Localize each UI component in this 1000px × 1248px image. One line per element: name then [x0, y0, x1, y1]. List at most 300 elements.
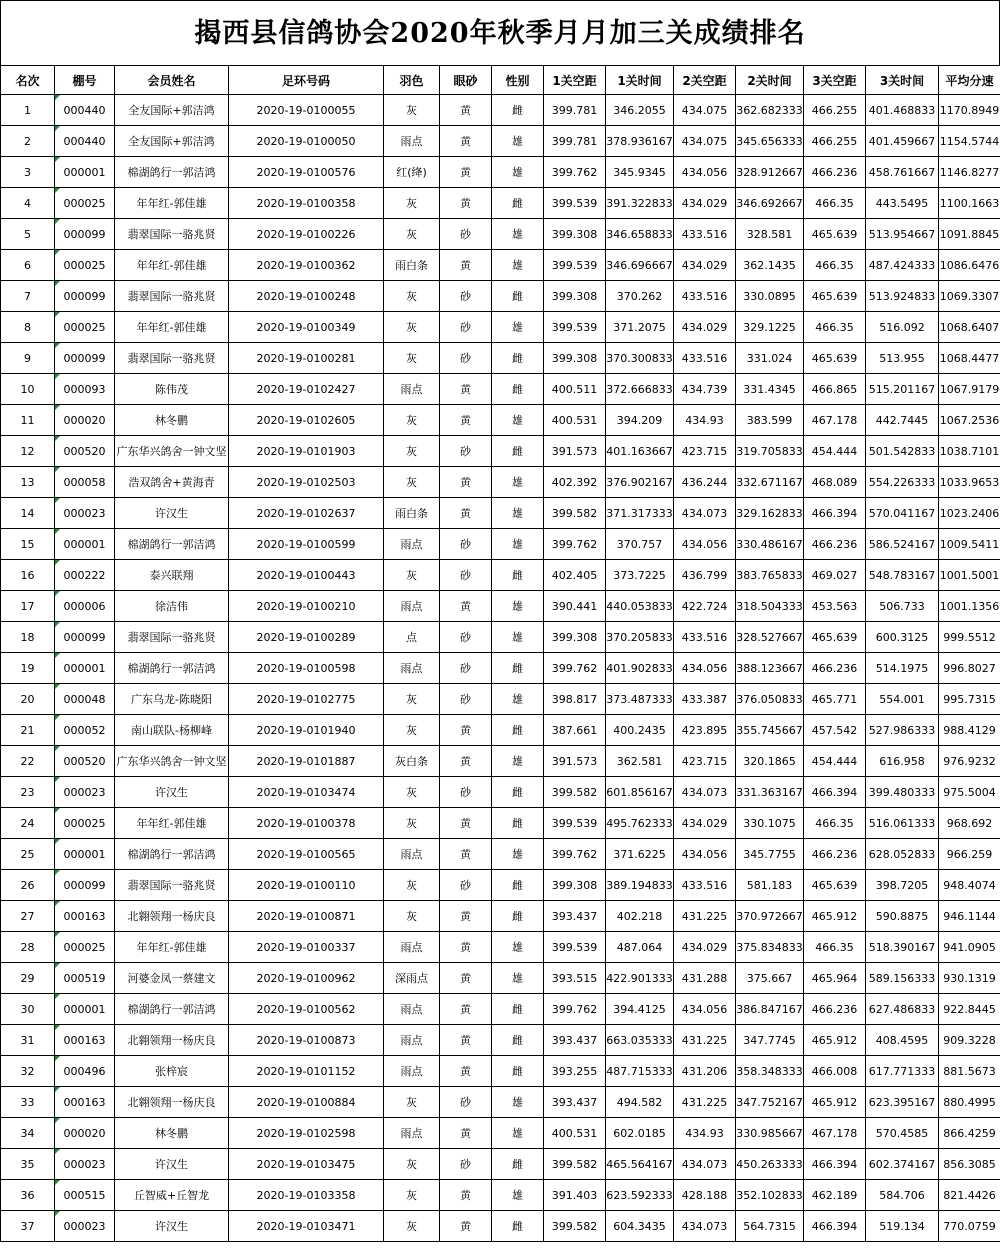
ring-number-cell: 2020-19-0100884: [229, 1087, 384, 1118]
sex-cell: 雄: [492, 746, 544, 777]
member-name-cell: 丘智威+丘智龙: [115, 1180, 229, 1211]
eye-color-cell: 黄: [440, 591, 492, 622]
eye-color-cell: 砂: [440, 343, 492, 374]
eye-color-header: 眼砂: [440, 66, 492, 95]
average-speed-cell: 941.0905: [939, 932, 1000, 963]
stage3-distance-cell: 466.008: [804, 1056, 866, 1087]
rank-cell: 28: [1, 932, 55, 963]
sex-cell: 雄: [492, 591, 544, 622]
sex-cell: 雌: [492, 436, 544, 467]
stage3-time-cell: 518.390167: [866, 932, 939, 963]
stage3-distance-cell: 466.236: [804, 653, 866, 684]
stage1-distance-cell: 399.762: [544, 653, 606, 684]
stage2-time-cell: 328.912667: [736, 157, 804, 188]
feather-color-cell: 雨点: [384, 591, 440, 622]
stage2-distance-cell: 433.516: [674, 870, 736, 901]
table-row: [1, 777, 1000, 808]
member-name-cell: 许汉生: [115, 1149, 229, 1180]
pen-no-cell: 000020: [55, 1118, 115, 1149]
stage1-distance-cell: 400.531: [544, 1118, 606, 1149]
stage3-time-cell: 548.783167: [866, 560, 939, 591]
member-name-cell: 泰兴联翔: [115, 560, 229, 591]
average-speed-cell: 930.1319: [939, 963, 1000, 994]
feather-color-cell: 灰: [384, 188, 440, 219]
stage3-time-cell: 616.958: [866, 746, 939, 777]
average-speed-cell: 770.0759: [939, 1211, 1000, 1242]
stage2-distance-cell: 434.029: [674, 188, 736, 219]
eye-color-cell: 黄: [440, 901, 492, 932]
eye-color-cell: 砂: [440, 281, 492, 312]
ring-number-cell: 2020-19-0102427: [229, 374, 384, 405]
member-name-cell: 徐洁伟: [115, 591, 229, 622]
stage1-time-cell: 376.902167: [606, 467, 674, 498]
table-row: [1, 963, 1000, 994]
stage3-time-cell: 399.480333: [866, 777, 939, 808]
stage3-distance-cell: 465.639: [804, 281, 866, 312]
stage1-distance-cell: 399.539: [544, 808, 606, 839]
average-speed-cell: 856.3085: [939, 1149, 1000, 1180]
average-speed-cell: 1091.8845: [939, 219, 1000, 250]
stage3-time-cell: 554.001: [866, 684, 939, 715]
stage1-time-cell: 370.205833: [606, 622, 674, 653]
pen-no-cell: 000520: [55, 746, 115, 777]
stage3-time-cell: 527.986333: [866, 715, 939, 746]
feather-color-cell: 灰: [384, 901, 440, 932]
ring-number-cell: 2020-19-0100289: [229, 622, 384, 653]
stage1-time-cell: 604.3435: [606, 1211, 674, 1242]
table-body: [1, 95, 1000, 1242]
ring-number-cell: 2020-19-0100598: [229, 653, 384, 684]
member-name-cell: 翡翠国际一骆兆贤: [115, 343, 229, 374]
eye-color-cell: 黄: [440, 1025, 492, 1056]
rank-cell: 37: [1, 1211, 55, 1242]
stage3-time-cell: 570.041167: [866, 498, 939, 529]
ring-number-cell: 2020-19-0103474: [229, 777, 384, 808]
stage2-distance-cell: 431.225: [674, 901, 736, 932]
stage1-distance-cell: 399.582: [544, 777, 606, 808]
stage2-time-cell: 358.348333: [736, 1056, 804, 1087]
sex-cell: 雄: [492, 498, 544, 529]
ring-number-cell: 2020-19-0100248: [229, 281, 384, 312]
stage2-distance-cell: 433.516: [674, 281, 736, 312]
stage3-distance-cell: 465.912: [804, 901, 866, 932]
stage3-distance-cell: 466.394: [804, 1149, 866, 1180]
average-speed-cell: 1001.1356: [939, 591, 1000, 622]
pen-no-cell: 000001: [55, 839, 115, 870]
stage2-distance-cell: 434.075: [674, 95, 736, 126]
ring-number-cell: 2020-19-0100378: [229, 808, 384, 839]
rank-cell: 18: [1, 622, 55, 653]
sex-cell: 雄: [492, 1118, 544, 1149]
table-row: [1, 622, 1000, 653]
stage2-distance-cell: 423.895: [674, 715, 736, 746]
stage2-time-cell: 388.123667: [736, 653, 804, 684]
sex-cell: 雌: [492, 188, 544, 219]
rank-cell: 34: [1, 1118, 55, 1149]
stage2-time-cell: 450.263333: [736, 1149, 804, 1180]
eye-color-cell: 黄: [440, 715, 492, 746]
stage1-time-cell: 400.2435: [606, 715, 674, 746]
eye-color-cell: 黄: [440, 1118, 492, 1149]
stage1-distance-cell: 400.511: [544, 374, 606, 405]
stage3-time-header: 3关时间: [866, 66, 939, 95]
sex-cell: 雄: [492, 963, 544, 994]
ring-number-cell: 2020-19-0100873: [229, 1025, 384, 1056]
stage1-time-cell: 623.592333: [606, 1180, 674, 1211]
stage3-time-cell: 628.052833: [866, 839, 939, 870]
member-name-cell: 棉湖鸽行一郭洁鸿: [115, 839, 229, 870]
sex-cell: 雄: [492, 312, 544, 343]
stage2-distance-cell: 434.073: [674, 498, 736, 529]
eye-color-cell: 黄: [440, 808, 492, 839]
stage2-distance-cell: 434.056: [674, 839, 736, 870]
stage3-time-cell: 589.156333: [866, 963, 939, 994]
rank-cell: 5: [1, 219, 55, 250]
stage1-distance-header: 1关空距: [544, 66, 606, 95]
member-name-cell: 翡翠国际一骆兆贤: [115, 219, 229, 250]
member-name-cell: 年年红-郭佳雄: [115, 312, 229, 343]
stage3-distance-cell: 466.236: [804, 839, 866, 870]
stage1-time-cell: 346.2055: [606, 95, 674, 126]
stage1-distance-cell: 399.582: [544, 1149, 606, 1180]
rank-cell: 24: [1, 808, 55, 839]
stage2-time-cell: 564.7315: [736, 1211, 804, 1242]
member-name-cell: 许汉生: [115, 1211, 229, 1242]
sex-cell: 雌: [492, 653, 544, 684]
average-speed-cell: 1170.8949: [939, 95, 1000, 126]
pen-no-cell: 000163: [55, 901, 115, 932]
eye-color-cell: 黄: [440, 839, 492, 870]
feather-color-cell: 灰白条: [384, 746, 440, 777]
average-speed-cell: 1154.5744: [939, 126, 1000, 157]
rank-header: 名次: [1, 66, 55, 95]
rank-cell: 35: [1, 1149, 55, 1180]
feather-color-cell: 雨点: [384, 529, 440, 560]
pen-no-cell: 000520: [55, 436, 115, 467]
stage1-distance-cell: 399.539: [544, 932, 606, 963]
table-row: [1, 1025, 1000, 1056]
pen-no-cell: 000025: [55, 312, 115, 343]
stage2-distance-cell: 434.073: [674, 1149, 736, 1180]
stage3-distance-cell: 466.236: [804, 157, 866, 188]
eye-color-cell: 砂: [440, 312, 492, 343]
stage1-time-cell: 389.194833: [606, 870, 674, 901]
stage1-time-cell: 373.487333: [606, 684, 674, 715]
ring-number-cell: 2020-19-0101887: [229, 746, 384, 777]
rank-cell: 22: [1, 746, 55, 777]
member-name-cell: 北翱领翔一杨庆良: [115, 901, 229, 932]
sex-cell: 雌: [492, 1025, 544, 1056]
member-name-cell: 广东乌龙-陈晓阳: [115, 684, 229, 715]
stage1-time-cell: 401.902833: [606, 653, 674, 684]
ring-number-cell: 2020-19-0100349: [229, 312, 384, 343]
stage1-distance-cell: 393.437: [544, 901, 606, 932]
eye-color-cell: 黄: [440, 405, 492, 436]
eye-color-cell: 黄: [440, 250, 492, 281]
stage3-time-cell: 487.424333: [866, 250, 939, 281]
stage3-time-cell: 516.061333: [866, 808, 939, 839]
table-row: [1, 746, 1000, 777]
feather-color-cell: 灰: [384, 1149, 440, 1180]
rank-cell: 12: [1, 436, 55, 467]
ring-number-header: 足环号码: [229, 66, 384, 95]
average-speed-cell: 1068.4477: [939, 343, 1000, 374]
stage1-time-cell: 487.064: [606, 932, 674, 963]
member-name-cell: 浩双鸽舍+黄海青: [115, 467, 229, 498]
stage2-time-cell: 347.7745: [736, 1025, 804, 1056]
feather-color-cell: 雨点: [384, 126, 440, 157]
stage1-distance-cell: 399.582: [544, 1211, 606, 1242]
eye-color-cell: 黄: [440, 126, 492, 157]
header-row: [1, 66, 1000, 95]
stage2-distance-cell: 433.516: [674, 219, 736, 250]
ring-number-cell: 2020-19-0100362: [229, 250, 384, 281]
table-row: [1, 684, 1000, 715]
table-row: [1, 653, 1000, 684]
rank-cell: 19: [1, 653, 55, 684]
table-row: [1, 188, 1000, 219]
table-row: [1, 1087, 1000, 1118]
stage1-distance-cell: 399.539: [544, 312, 606, 343]
stage2-time-cell: 346.692667: [736, 188, 804, 219]
stage3-time-cell: 513.924833: [866, 281, 939, 312]
stage2-time-cell: 328.527667: [736, 622, 804, 653]
stage1-distance-cell: 391.573: [544, 746, 606, 777]
stage2-time-cell: 347.752167: [736, 1087, 804, 1118]
ring-number-cell: 2020-19-0102503: [229, 467, 384, 498]
member-name-cell: 广东华兴鸽舍一钟文坚: [115, 746, 229, 777]
feather-color-cell: 灰: [384, 281, 440, 312]
feather-color-cell: 深雨点: [384, 963, 440, 994]
stage2-distance-cell: 434.056: [674, 157, 736, 188]
table-row: [1, 219, 1000, 250]
stage3-distance-cell: 466.35: [804, 932, 866, 963]
stage2-time-cell: 355.745667: [736, 715, 804, 746]
stage2-time-cell: 330.486167: [736, 529, 804, 560]
stage2-time-cell: 362.682333: [736, 95, 804, 126]
table-row: [1, 126, 1000, 157]
table-row: [1, 312, 1000, 343]
stage2-distance-cell: 434.073: [674, 1211, 736, 1242]
average-speed-cell: 1146.8277: [939, 157, 1000, 188]
stage2-time-cell: 320.1865: [736, 746, 804, 777]
pen-no-cell: 000025: [55, 188, 115, 219]
eye-color-cell: 砂: [440, 622, 492, 653]
sex-cell: 雄: [492, 1180, 544, 1211]
stage2-time-cell: 331.363167: [736, 777, 804, 808]
feather-color-cell: 雨白条: [384, 250, 440, 281]
pen-no-cell: 000163: [55, 1087, 115, 1118]
average-speed-cell: 922.8445: [939, 994, 1000, 1025]
stage3-time-cell: 514.1975: [866, 653, 939, 684]
stage3-distance-cell: 465.639: [804, 219, 866, 250]
stage2-distance-cell: 434.93: [674, 405, 736, 436]
table-row: [1, 994, 1000, 1025]
stage2-distance-cell: 436.799: [674, 560, 736, 591]
sex-cell: 雄: [492, 219, 544, 250]
feather-color-cell: 灰: [384, 343, 440, 374]
average-speed-cell: 988.4129: [939, 715, 1000, 746]
average-speed-cell: 1067.9179: [939, 374, 1000, 405]
stage2-time-cell: 386.847167: [736, 994, 804, 1025]
eye-color-cell: 黄: [440, 963, 492, 994]
stage3-time-cell: 586.524167: [866, 529, 939, 560]
rank-cell: 21: [1, 715, 55, 746]
average-speed-cell: 1033.9653: [939, 467, 1000, 498]
ring-number-cell: 2020-19-0100565: [229, 839, 384, 870]
average-speed-cell: 948.4074: [939, 870, 1000, 901]
table-row: [1, 281, 1000, 312]
stage3-distance-cell: 466.255: [804, 126, 866, 157]
member-name-cell: 翡翠国际一骆兆贤: [115, 870, 229, 901]
table-row: [1, 467, 1000, 498]
sex-header: 性别: [492, 66, 544, 95]
stage1-distance-cell: 399.582: [544, 498, 606, 529]
average-speed-cell: 1001.5001: [939, 560, 1000, 591]
eye-color-cell: 黄: [440, 932, 492, 963]
stage2-time-cell: 383.599: [736, 405, 804, 436]
stage3-time-cell: 554.226333: [866, 467, 939, 498]
pen-no-cell: 000440: [55, 126, 115, 157]
stage1-distance-cell: 399.781: [544, 95, 606, 126]
stage1-time-cell: 394.209: [606, 405, 674, 436]
stage2-time-cell: 330.0895: [736, 281, 804, 312]
table-row: [1, 343, 1000, 374]
stage3-distance-cell: 454.444: [804, 746, 866, 777]
eye-color-cell: 砂: [440, 870, 492, 901]
sex-cell: 雌: [492, 1149, 544, 1180]
table-row: [1, 560, 1000, 591]
stage3-time-cell: 443.5495: [866, 188, 939, 219]
sex-cell: 雌: [492, 901, 544, 932]
table-row: [1, 1056, 1000, 1087]
stage3-time-cell: 401.468833: [866, 95, 939, 126]
eye-color-cell: 黄: [440, 1180, 492, 1211]
rank-cell: 13: [1, 467, 55, 498]
member-name-cell: 翡翠国际一骆兆贤: [115, 622, 229, 653]
table-row: [1, 901, 1000, 932]
member-name-cell: 翡翠国际一骆兆贤: [115, 281, 229, 312]
rank-cell: 8: [1, 312, 55, 343]
stage1-time-cell: 440.053833: [606, 591, 674, 622]
stage2-time-cell: 376.050833: [736, 684, 804, 715]
stage1-distance-cell: 399.762: [544, 839, 606, 870]
pen-no-cell: 000058: [55, 467, 115, 498]
rank-cell: 7: [1, 281, 55, 312]
feather-color-cell: 雨点: [384, 653, 440, 684]
ring-number-cell: 2020-19-0103471: [229, 1211, 384, 1242]
pen-no-cell: 000163: [55, 1025, 115, 1056]
eye-color-cell: 黄: [440, 374, 492, 405]
stage1-time-cell: 346.696667: [606, 250, 674, 281]
stage1-distance-cell: 399.781: [544, 126, 606, 157]
pen-no-cell: 000023: [55, 1149, 115, 1180]
stage1-time-cell: 487.715333: [606, 1056, 674, 1087]
feather-color-cell: 雨点: [384, 1025, 440, 1056]
stage1-distance-cell: 387.661: [544, 715, 606, 746]
average-speed-cell: 975.5004: [939, 777, 1000, 808]
member-name-cell: 林冬鹏: [115, 1118, 229, 1149]
member-name-cell: 年年红-郭佳雄: [115, 250, 229, 281]
member-name-cell: 张梓宸: [115, 1056, 229, 1087]
feather-color-cell: 灰: [384, 95, 440, 126]
stage2-time-cell: 329.1225: [736, 312, 804, 343]
stage2-distance-cell: 431.225: [674, 1025, 736, 1056]
average-speed-cell: 966.259: [939, 839, 1000, 870]
stage3-time-cell: 570.4585: [866, 1118, 939, 1149]
ring-number-cell: 2020-19-0100871: [229, 901, 384, 932]
stage2-time-cell: 581.183: [736, 870, 804, 901]
table-row: [1, 436, 1000, 467]
ring-number-cell: 2020-19-0100337: [229, 932, 384, 963]
sex-cell: 雄: [492, 157, 544, 188]
feather-color-cell: 灰: [384, 1087, 440, 1118]
stage2-time-cell: 332.671167: [736, 467, 804, 498]
rank-cell: 10: [1, 374, 55, 405]
stage3-time-cell: 401.459667: [866, 126, 939, 157]
stage2-distance-cell: 422.724: [674, 591, 736, 622]
stage2-distance-cell: 431.288: [674, 963, 736, 994]
stage3-time-cell: 458.761667: [866, 157, 939, 188]
pen-no-cell: 000025: [55, 250, 115, 281]
stage2-time-cell: 318.504333: [736, 591, 804, 622]
stage1-time-cell: 345.9345: [606, 157, 674, 188]
ring-number-cell: 2020-19-0100281: [229, 343, 384, 374]
eye-color-cell: 黄: [440, 467, 492, 498]
average-speed-cell: 968.692: [939, 808, 1000, 839]
stage3-distance-cell: 466.865: [804, 374, 866, 405]
table-row: [1, 932, 1000, 963]
stage3-distance-cell: 467.178: [804, 405, 866, 436]
feather-color-cell: 灰: [384, 870, 440, 901]
eye-color-cell: 黄: [440, 188, 492, 219]
table-row: [1, 715, 1000, 746]
feather-color-cell: 灰: [384, 684, 440, 715]
stage1-time-cell: 602.0185: [606, 1118, 674, 1149]
stage3-distance-cell: 465.912: [804, 1025, 866, 1056]
ring-number-cell: 2020-19-0101152: [229, 1056, 384, 1087]
table-row: [1, 870, 1000, 901]
stage2-time-cell: 331.024: [736, 343, 804, 374]
stage3-distance-cell: 465.639: [804, 622, 866, 653]
stage1-time-cell: 402.218: [606, 901, 674, 932]
average-speed-cell: 1068.6407: [939, 312, 1000, 343]
table-row: [1, 405, 1000, 436]
table-row: [1, 498, 1000, 529]
average-speed-cell: 1067.2536: [939, 405, 1000, 436]
rank-cell: 30: [1, 994, 55, 1025]
stage3-distance-cell: 466.35: [804, 188, 866, 219]
stage2-distance-cell: 436.244: [674, 467, 736, 498]
stage3-distance-cell: 465.912: [804, 1087, 866, 1118]
average-speed-cell: 1086.6476: [939, 250, 1000, 281]
stage3-time-cell: 623.395167: [866, 1087, 939, 1118]
stage2-distance-cell: 434.056: [674, 653, 736, 684]
pen-no-cell: 000099: [55, 219, 115, 250]
average-speed-cell: 996.8027: [939, 653, 1000, 684]
pen-no-header: 棚号: [55, 66, 115, 95]
stage2-distance-cell: 434.029: [674, 250, 736, 281]
feather-color-header: 羽色: [384, 66, 440, 95]
stage3-time-cell: 602.374167: [866, 1149, 939, 1180]
member-name-cell: 南山联队-杨柳峰: [115, 715, 229, 746]
sex-cell: 雌: [492, 715, 544, 746]
average-speed-cell: 1009.5411: [939, 529, 1000, 560]
pen-no-cell: 000025: [55, 932, 115, 963]
stage1-distance-cell: 400.531: [544, 405, 606, 436]
feather-color-cell: 雨点: [384, 994, 440, 1025]
feather-color-cell: 灰: [384, 808, 440, 839]
